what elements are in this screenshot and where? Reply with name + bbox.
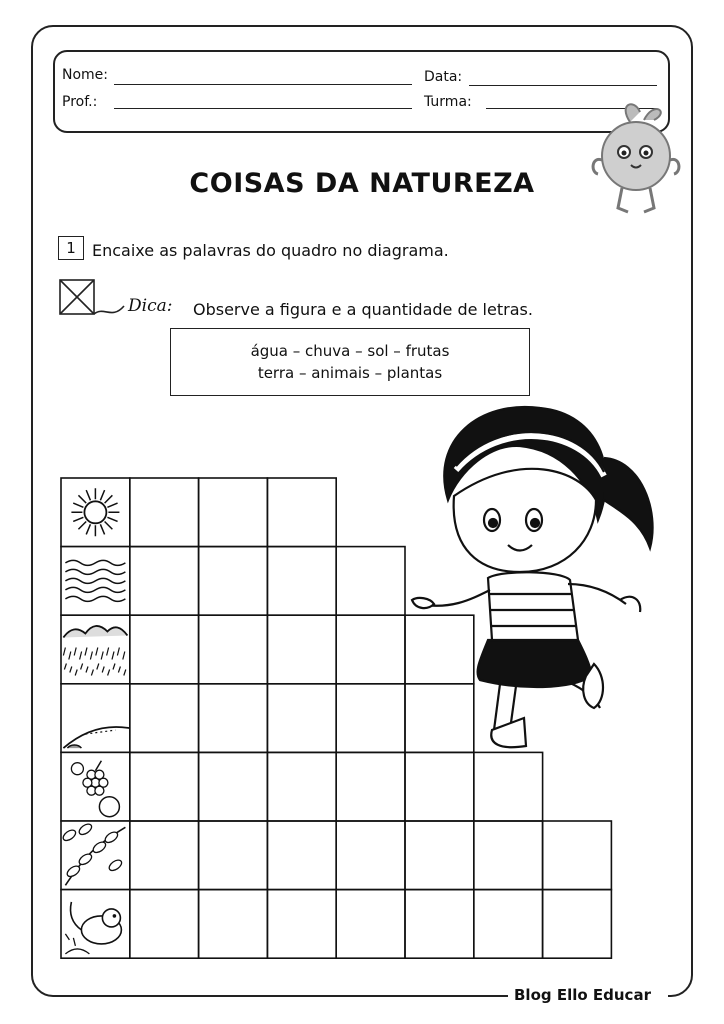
letter-cell[interactable] [130, 547, 199, 616]
letter-cell[interactable] [336, 547, 405, 616]
exercise-number: 1 [58, 236, 84, 260]
tip-text: Observe a figura e a quantidade de letras. [193, 300, 533, 319]
letter-cell[interactable] [199, 890, 268, 959]
letter-cell[interactable] [405, 684, 474, 753]
tip-label: Dica: [128, 296, 173, 316]
letter-cell[interactable] [267, 752, 336, 821]
letter-cell[interactable] [543, 821, 612, 890]
word-bank-line-2: terra – animais – plantas [257, 364, 443, 382]
letter-cell[interactable] [130, 752, 199, 821]
letter-cell[interactable] [130, 890, 199, 959]
letter-cell[interactable] [199, 478, 268, 547]
worksheet-title: COISAS DA NATUREZA [189, 168, 535, 199]
letter-cell[interactable] [405, 752, 474, 821]
letter-cell[interactable] [543, 890, 612, 959]
letter-cell[interactable] [336, 752, 405, 821]
letter-cell[interactable] [267, 615, 336, 684]
word-bank-line-1: água – chuva – sol – frutas [250, 342, 450, 360]
letter-cell[interactable] [267, 547, 336, 616]
exercise-instruction: Encaixe as palavras do quadro no diagrama. [92, 241, 449, 260]
letter-cell[interactable] [199, 615, 268, 684]
letter-cell[interactable] [405, 615, 474, 684]
letter-cell[interactable] [199, 821, 268, 890]
letter-cell[interactable] [130, 684, 199, 753]
letter-cell[interactable] [199, 752, 268, 821]
letter-cell[interactable] [199, 547, 268, 616]
letter-cell[interactable] [267, 684, 336, 753]
letter-cell[interactable] [336, 890, 405, 959]
class-label: Turma: [424, 94, 472, 110]
letter-cell[interactable] [267, 478, 336, 547]
letter-cell[interactable] [336, 821, 405, 890]
name-label: Nome: [62, 67, 109, 83]
letter-cell[interactable] [130, 615, 199, 684]
letter-cell[interactable] [474, 890, 543, 959]
footer-credit: Blog Ello Educar [514, 986, 651, 1004]
letter-cell[interactable] [336, 684, 405, 753]
date-label: Data: [424, 69, 463, 85]
letter-cell[interactable] [474, 752, 543, 821]
teacher-label: Prof.: [62, 94, 98, 110]
letter-cell[interactable] [130, 478, 199, 547]
letter-cell[interactable] [474, 821, 543, 890]
letter-cell[interactable] [405, 821, 474, 890]
letter-cell[interactable] [130, 821, 199, 890]
letter-cell[interactable] [267, 890, 336, 959]
letter-cell[interactable] [405, 890, 474, 959]
letter-cell[interactable] [267, 821, 336, 890]
sun-icon [71, 488, 119, 536]
letter-cell[interactable] [199, 684, 268, 753]
letter-cell[interactable] [336, 615, 405, 684]
